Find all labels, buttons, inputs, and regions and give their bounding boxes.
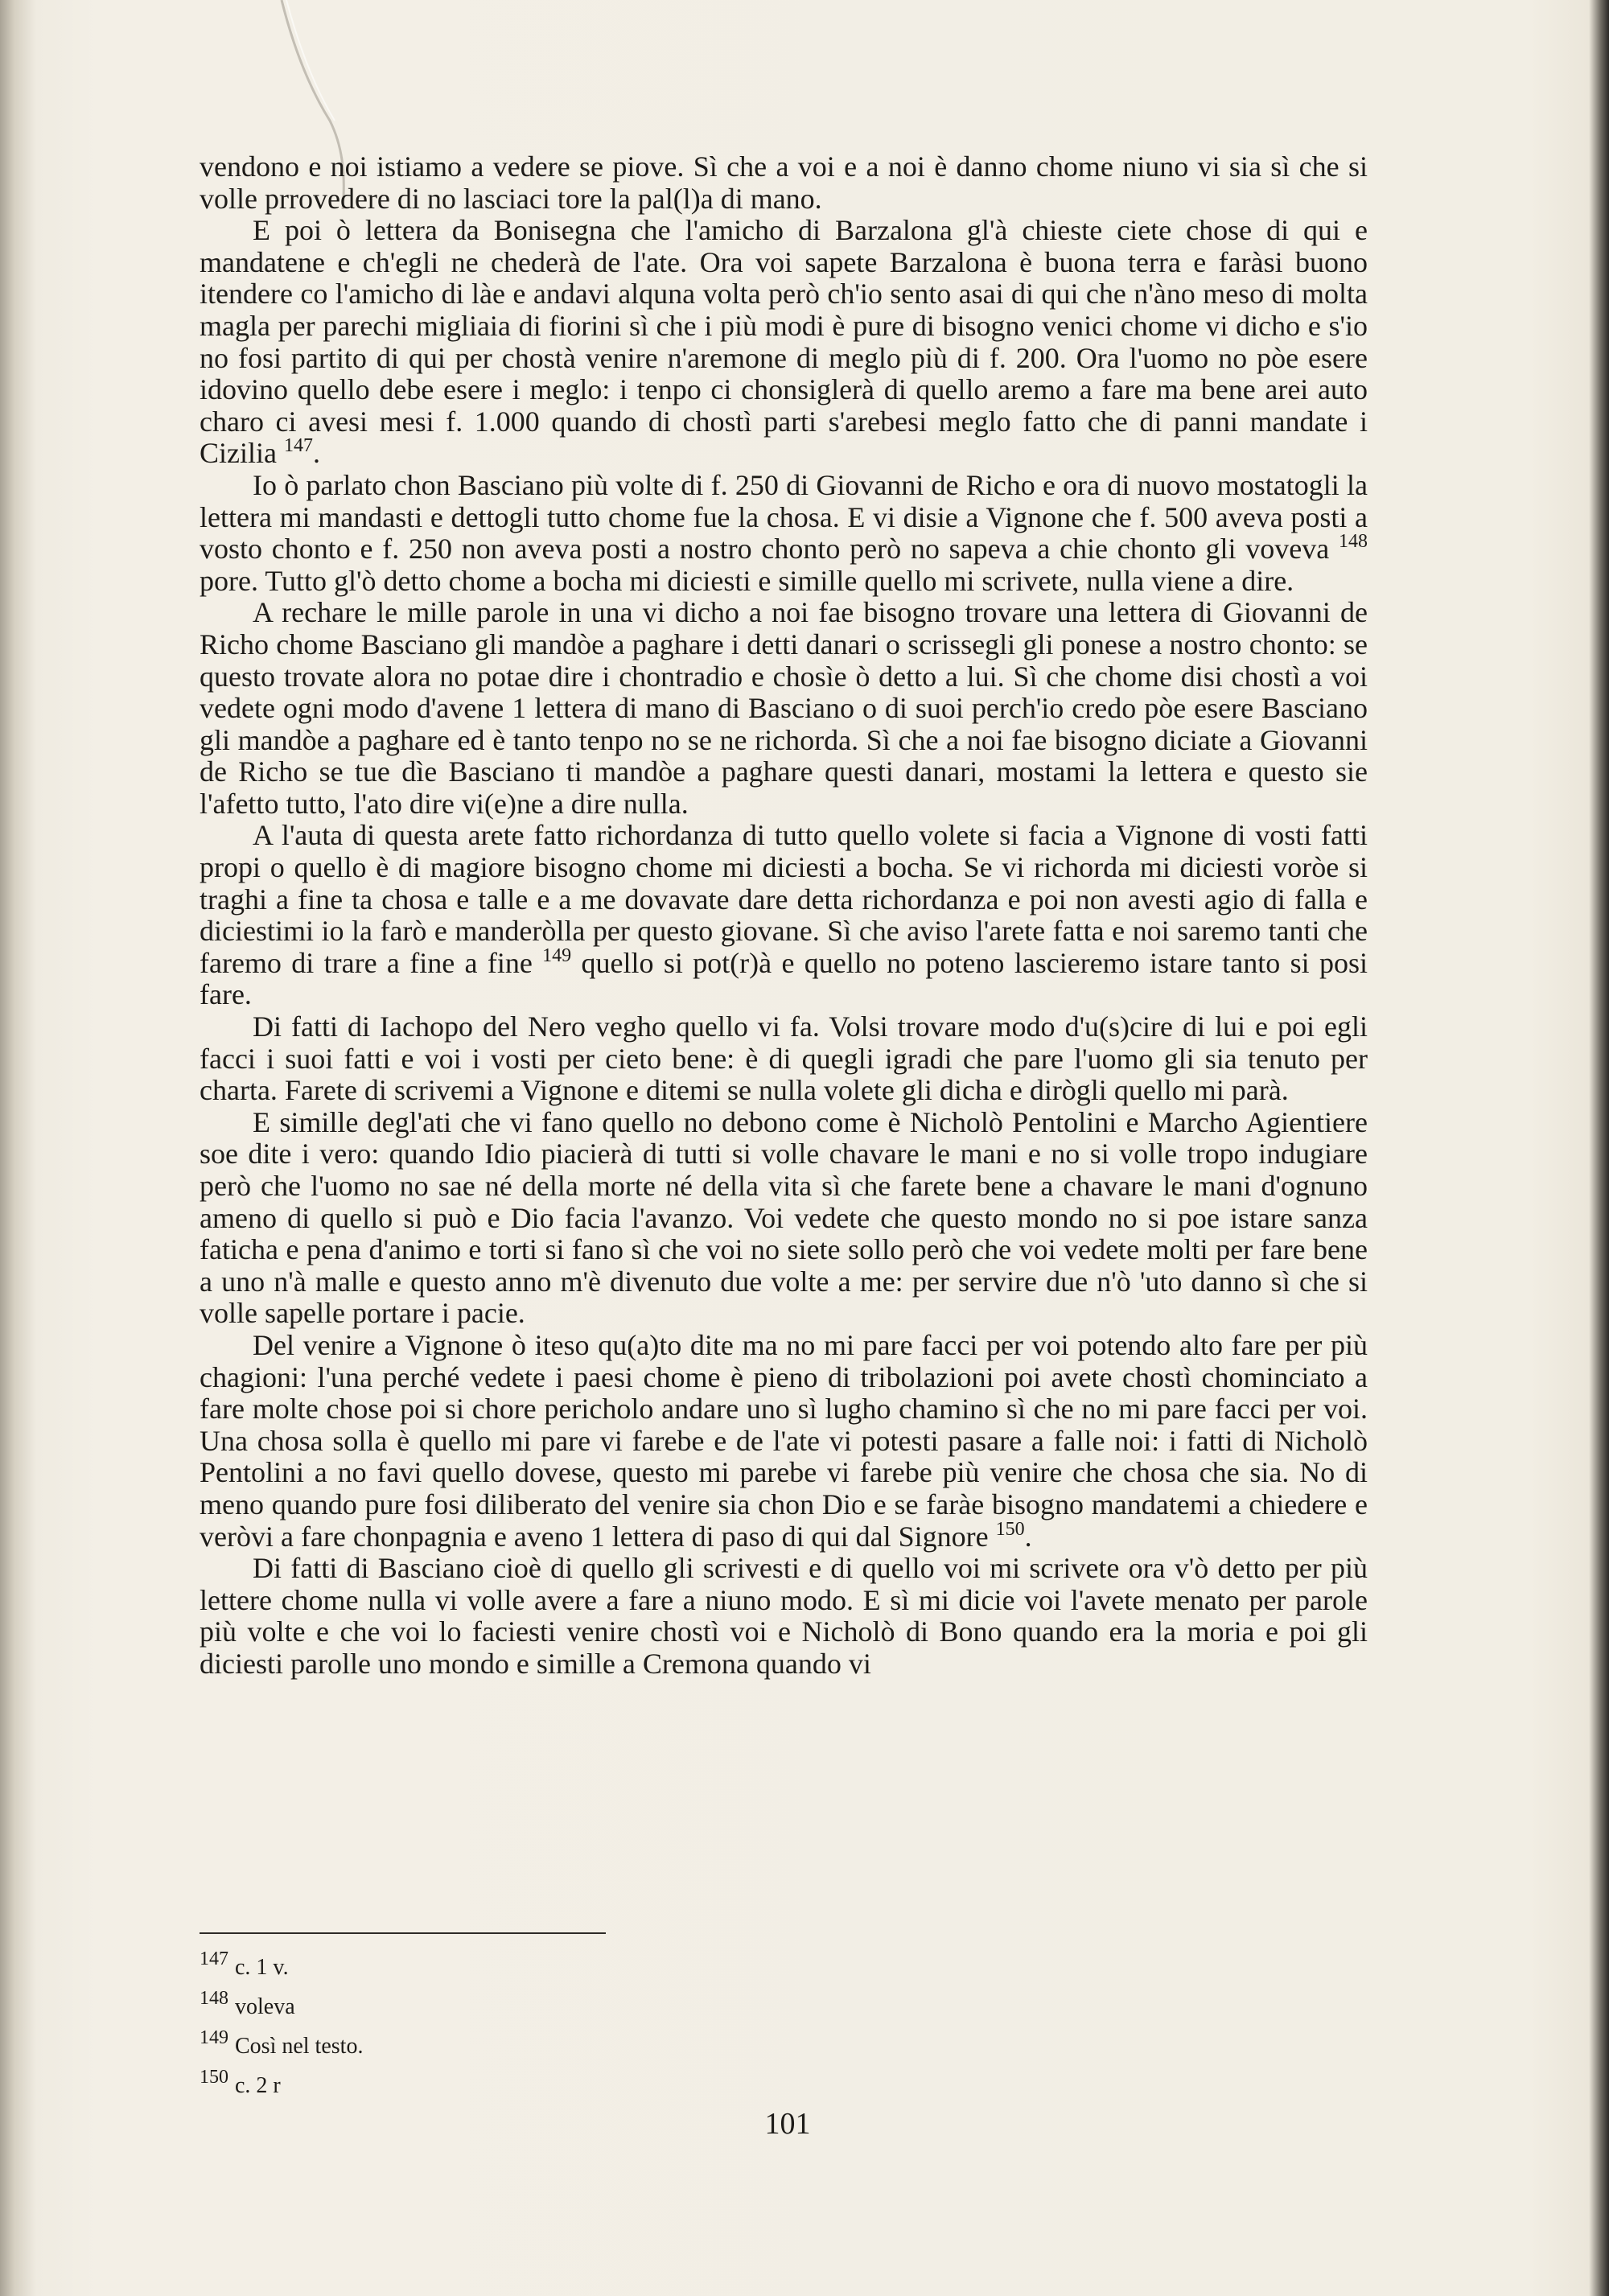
body-text — [200, 151, 1368, 1681]
footnote-reference: 147 — [283, 435, 313, 457]
paragraph — [200, 215, 1368, 470]
paragraph-text: Io ò parlato chon Basciano più volte di f. 250 di Giovanni de Richo e ora di nuovo mostatogli la lettera mi mandasti e dettogli tutto chome fue la chosa. E vi disie a Vignone che f. 500 aveva posti a vosto chonto e f. 250 non aveva posti a nostro chonto però no sapeva a chie chonto gli voveva — [200, 468, 1368, 566]
footnote — [200, 1983, 843, 2022]
footnote — [200, 1944, 843, 1983]
paragraph — [200, 597, 1368, 820]
footnote-number: 149 — [200, 2027, 228, 2048]
footnote-number: 148 — [200, 1988, 228, 2009]
footnote-reference: 150 — [995, 1518, 1025, 1540]
paragraph-text: Di fatti di Iachopo del Nero vegho quello vi fa. Volsi trovare modo d'u(s)cire di lui e poi egli facci i suoi fatti e voi i vosti per cieto bene: è di quegli igradi che pare l'uomo gli sia tenuto per charta. Farete di scrivemi a Vignone e ditemi se nulla volete gli dicha e dirògli quello mi parà. — [200, 1010, 1368, 1107]
footnote-text: c. 1 v. — [235, 1955, 289, 1980]
paragraph-text: . — [1024, 1520, 1032, 1553]
paragraph-text: quello si pot(r)à e quello no poteno lascieremo istare tanto si posi fare. — [200, 946, 1368, 1011]
paragraph-text: A l'auta di questa arete fatto richordanza di tutto quello volete si facia a Vignone di vosti fatti propi o quello è di magiore bisogno chome mi diciesti a bocha. Se vi richorda mi diciesti voròe si traghi a fine ta chosa e talle e a me dovavate dare detta richordanza e poi non avesti agio di falla e diciestimi io la farò e manderòlla per questo giovane. Sì che aviso l'arete fatta e noi saremo tanti che faremo di trare a fine a fine — [200, 819, 1368, 979]
footnote-number: 147 — [200, 1948, 228, 1969]
footnote-number: 150 — [200, 2067, 228, 2088]
paragraph-text: E simille degl'ati che vi fano quello no debono come è Nicholò Pentolini e Marcho Agientiere soe dite i vero: quando Idio piacierà di tutti si volle chavare le mani e no si volle tropo indugiare però che l'uomo no sae né della morte né della vita sì che farete bene a chavare le mani d'ognuno ameno di quello si può e Dio facia l'avanzo. Voi vedete che questo mondo no si poe istare sanza faticha e pena d'animo e torti si fano sì che voi no siete sollo però che voi vedete molti per fare bene a uno n'à malle e questo anno m'è divenuto due volte a me: per servire due n'ò 'uto danno sì che si volle sapelle portare i pacie. — [200, 1105, 1368, 1330]
footnote — [200, 2062, 843, 2101]
paragraph — [200, 1553, 1368, 1680]
paragraph — [200, 1330, 1368, 1553]
footnote-text: c. 2 r — [235, 2073, 281, 2098]
footnote-separator — [200, 1932, 606, 1934]
paragraph-text: . — [312, 437, 320, 470]
footnote — [200, 2022, 843, 2062]
paragraph-text: pore. Tutto gl'ò detto chome a bocha mi diciesti e simille quello mi scrivete, nulla viene a dire. — [200, 564, 1294, 597]
paragraph-text: E poi ò lettera da Bonisegna che l'amicho di Barzalona gl'à chieste ciete chose di qui e mandatene e ch'egli ne chederà de l'ate. Ora voi sapete Barzalona è buona terra e faràsi buono itendere co l'amicho di làe e andavi alquna volta però ch'io sento asai di qui che n'àno meso di molta magla per parechi migliaia di fiorini sì che i più modi è pure di bisogno venici chome vi dicho e s'io no fosi partito di qui per chostà venire n'aremone di meglo più di f. 200. Ora l'uomo no pòe esere idovino quello debe esere i meglo: i tenpo ci chonsiglerà di quello aremo a fare ma bene arei auto charo ci avesi mesi f. 1.000 quando di chostì parti s'arebesi meglo fatto che di panni mandate i Cizilia — [200, 214, 1368, 470]
paragraph-text: Di fatti di Basciano cioè di quello gli scrivesti e di quello voi mi scrivete ora v'ò detto per più lettere chome nulla vi volle avere a fare a niuno modo. E sì mi dicie voi l'avete menato per parole più volte e che voi lo faciesti venire chostì voi e Nicholò di Bono quando era la moria e poi gli diciesti parolle uno mondo e simille a Cremona quando vi — [200, 1552, 1368, 1680]
paragraph — [200, 1107, 1368, 1330]
footnote-text: Così nel testo. — [235, 2034, 364, 2059]
paragraph-text: A rechare le mille parole in una vi dicho a noi fae bisogno trovare una lettera di Giovanni de Richo chome Basciano gli mandòe a paghare i detti danari o scrissegli gli ponese a nostro chonto: se questo trovate alora no potae dire i chontradio e chosìe ò detto a lui. Sì che chome disi chostì a voi vedete ogni modo d'avene 1 lettera di mano di Basciano o di suoi perch'io credo pòe esere Basciano gli mandòe a paghare ed è tanto tenpo no se ne richorda. Sì che a noi fae bisogno diciate a Giovanni de Richo se tue dìe Basciano ti mandòe a paghare questi danari, mostami la lettera e questo sie l'afetto tutto, l'ato dire vi(e)ne a dire nulla. — [200, 596, 1368, 820]
page-number: 101 — [764, 2107, 811, 2141]
paragraph-text: Del venire a Vignone ò iteso qu(a)to dite ma no mi pare facci per voi potendo alto fare per più chagioni: l'una perché vedete i paesi chome è pieno di tribolazioni poi avete chostì chominciato a fare molte chose poi si chore pericholo andare uno sì lugho chamino sì che no mi pare facci per voi. Una chosa solla è quello mi pare vi farebe e de l'ate vi potesti pasare a falle noi: i fatti di Nicholò Pentolini a no favi quello dovese, questo mi parebe vi farebe più venire che chosa che sia. No di meno quando pure fosi diliberato del venire sia chon Dio e se faràe bisogno mandatemi a chiedere e veròvi a fare chonpagnia e aveno 1 lettera di paso di qui dal Signore — [200, 1328, 1368, 1553]
paragraph — [200, 470, 1368, 597]
footnote-reference: 148 — [1339, 531, 1368, 553]
footnotes — [200, 1944, 843, 2101]
paragraph — [200, 820, 1368, 1011]
footnote-text: voleva — [235, 1994, 295, 2019]
paragraph — [200, 1011, 1368, 1107]
paragraph — [200, 151, 1368, 215]
paragraph-text: vendono e noi istiamo a vedere se piove. Sì che a voi e a noi è danno chome niuno vi sia sì che si volle prrovedere di no lasciaci tore la pal(l)a di mano. — [200, 150, 1368, 215]
footnote-reference: 149 — [542, 944, 572, 966]
